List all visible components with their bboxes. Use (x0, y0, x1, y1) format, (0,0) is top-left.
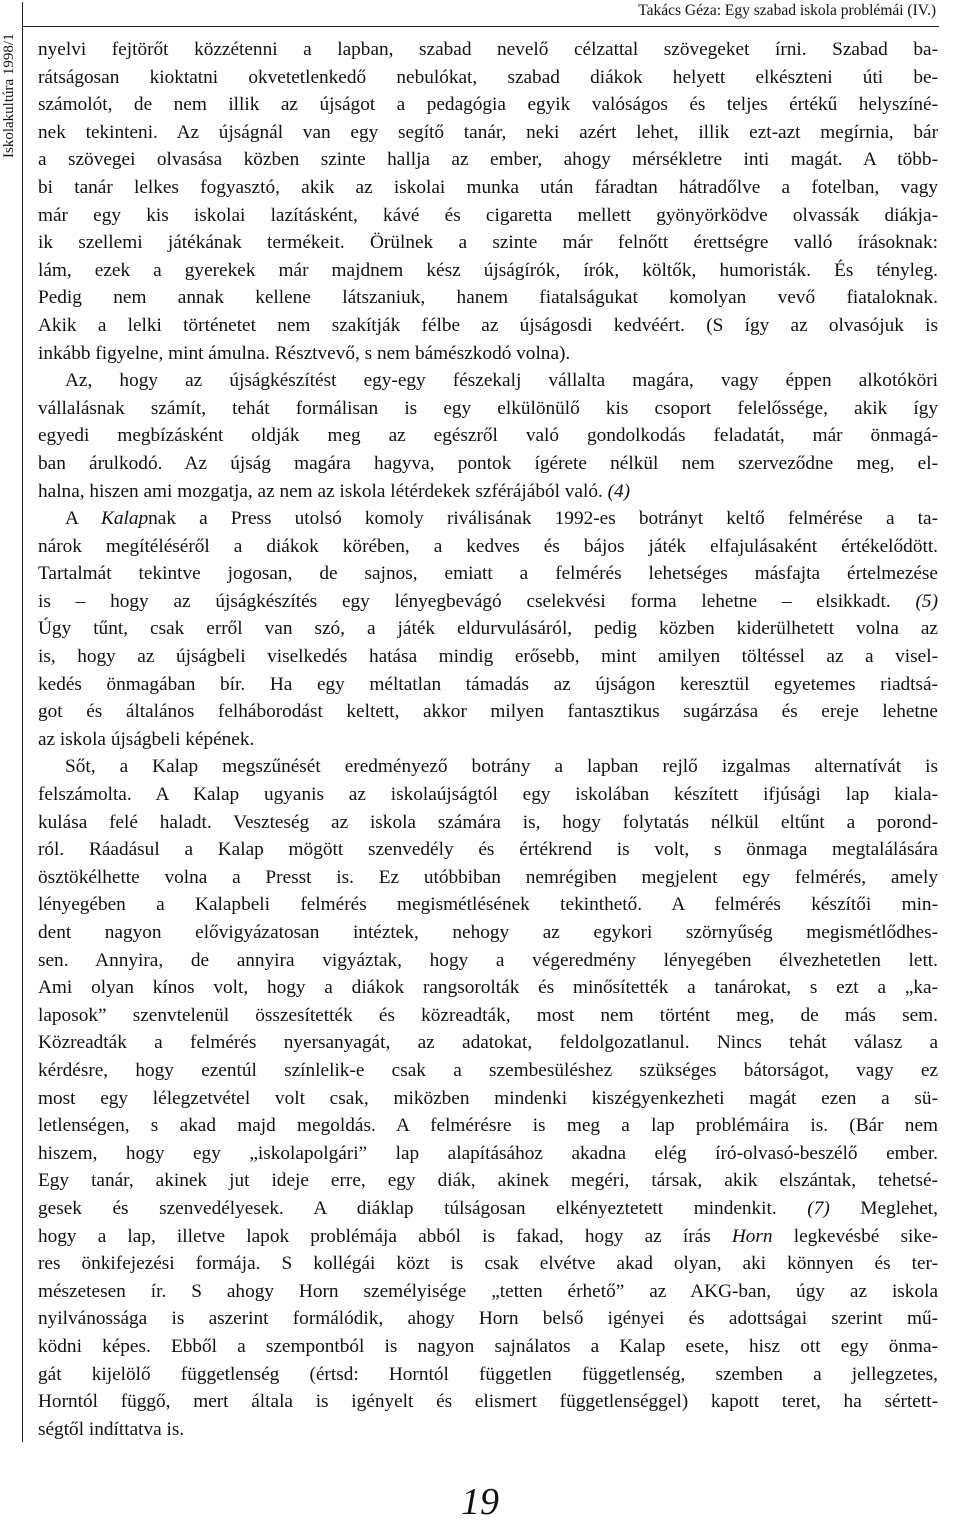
text-line: res önkifejezési formája. S kollégái közt is csak elvétve akad olyan, aki könnyen és ter- (38, 1253, 938, 1275)
article-body (38, 36, 938, 1443)
text-line: Pedig nem annak kellene látszaniuk, hanem fiatalságukat komolyan vevő fiataloknak. (38, 287, 938, 309)
journal-issue-label: Iskolakultúra 1998/1 (1, 33, 17, 158)
text-line: lényegében a Kalapbeli felmérés megismétlésének tekinthető. A felmérés készítői min- (38, 894, 938, 916)
text-line: is, hogy az újságbeli viselkedés hatása mindig erősebb, mint amilyen töltéssel az a visel- (38, 646, 938, 668)
text-line: rátságosan kioktatni okvetetlenkedő nebulókat, szabad diákok helyett elkészteni úti be- (38, 66, 938, 88)
text-line: Ami olyan kínos volt, hogy a diákok rangsorolták és minősítették a tanárokat, s ezt a „ka- (38, 977, 938, 999)
text-line: Úgy tűnt, csak erről van szó, a játék eldurvulásáról, pedig közben kiderülhetett volna az (38, 618, 938, 640)
text-line: Egy tanár, akinek jut ideje erre, egy diák, akinek megéri, társak, akik elszántak, tehetsé- (38, 1170, 938, 1192)
vertical-rule (22, 2, 23, 1442)
text-line: laposok” szenvtelenül összesítették és közreadták, most nem történt meg, de más sem. (38, 1004, 938, 1026)
text-line: got és általános felháborodást keltett, akkor milyen fantasztikus sugárzása és ereje lehetne (38, 701, 938, 723)
text-line: ködni képes. Ebből a szempontból is nagyon sajnálatos a Kalap esete, hisz ott egy önma- (38, 1335, 938, 1357)
page-number: 19 (461, 1481, 499, 1523)
text-line: az iskola újságbeli képének. (38, 728, 255, 750)
text-line: hiszem, hogy egy „iskolapolgári” lap alapításához akadna elég író-olvasó-beszélő ember. (38, 1142, 938, 1164)
text-line: mészetesen ír. S ahogy Horn személyisége „tetten érhető” az AKG-ban, úgy az iskola (38, 1280, 938, 1302)
text-line: Akik a lelki történetet nem szakítják félbe az újságosdi kedvéért. (S így az olvasójuk is (38, 314, 938, 336)
header-rule (22, 26, 939, 27)
text-line: nek tekinteni. Az újságnál van egy segítő tanár, neki azért lehet, illik ezt-azt megírnia, bár (38, 121, 938, 143)
text-line: is – hogy az újságkészítés egy lényegbevágó cselekvési forma lehetne – elsikkadt. (5) (38, 590, 938, 612)
text-line: kulása felé haladt. Veszteség az iskola számára is, hogy folytatás nélkül eltűnt a porond- (38, 811, 938, 833)
text-line: A Kalapnak a Press utolsó komoly riválisának 1992-es botrányt keltő felmérése a ta- (65, 508, 938, 530)
text-line: kérdésre, hogy ezentúl színlelik-e csak a szembesüléshez szükséges bátorságot, vagy ez (38, 1059, 938, 1081)
text-line: inkább figyelne, mint ámulna. Résztvevő, s nem bámészkodó volna). (38, 342, 571, 364)
text-line: ik szellemi játékának termékeit. Örülnek a szinte már felnőtt érettségre valló írásoknak: (38, 232, 938, 254)
text-line: ról. Ráadásul a Kalap mögött szenvedély és értékrend is volt, s önmaga megtalálására (38, 839, 938, 861)
text-line: hogy a lap, illetve lapok problémája abból is fakad, hogy az írás Horn legkevésbé sike- (38, 1225, 938, 1247)
text-line: most egy lélegzetvétel volt csak, miközben mindenki kiszégyenkezheti magát ezen a sü- (38, 1087, 938, 1109)
text-line: dent nagyon elővigyázatosan intéztek, nehogy az egykori szörnyűség megismétlődhes- (38, 922, 938, 943)
text-line: gát kijelölő függetlenség (értsd: Horntól független függetlenség, szemben a jellegzetes, (38, 1363, 938, 1385)
text-line: ban árulkodó. Az újság magára hagyva, pontok ígérete nélkül nem szerveződne meg, el- (38, 452, 938, 474)
text-line: felszámolta. A Kalap ugyanis az iskolaújságtól egy iskolában készített ifjúsági lap kiala- (38, 784, 938, 806)
text-line: egyedi megbízásként oldják meg az egészről való gondolkodás feladatát, már önmagá- (38, 425, 938, 447)
text-line: Tartalmát tekintve jogosan, de sajnos, emiatt a felmérés lehetséges másfajta értelmezése (38, 563, 938, 585)
text-line: Sőt, a Kalap megszűnését eredményező botrány a lapban rejlő izgalmas alternatívát is (65, 756, 938, 778)
text-line: nyelvi fejtörőt közzétenni a lapban, szabad nevelő célzattal szövegeket írni. Szabad ba- (38, 39, 938, 60)
text-line: lám, ezek a gyerekek már majdnem kész újságírók, írók, költők, humoristák. És tényleg. (38, 259, 938, 281)
text-line: Az, hogy az újságkészítést egy-egy fészekalj vállalta magára, vagy éppen alkotóköri (65, 370, 938, 392)
text-line: számolót, de nem illik az újságot a pedagógia egyik valóságos és teljes értékű helyszíné- (38, 94, 938, 116)
text-line: nyilvánossága is aszerint formálódik, ahogy Horn belső igényei és adottságai szerint mű- (38, 1308, 938, 1330)
text-line: kedés önmagában bír. Ha egy méltatlan támadás az újságon keresztül egyetemes riadtsá- (38, 673, 938, 695)
text-line: sen. Annyira, de annyira vigyáztak, hogy a végeredmény lényegében élvezhetetlen lett. (38, 949, 938, 971)
running-header: Takács Géza: Egy szabad iskola problémái (IV.) (638, 2, 936, 19)
text-line: Közreadták a felmérés nyersanyagát, az adatokat, feldolgozatlanul. Nincs tehát válasz a (38, 1032, 938, 1054)
text-line: Horntól függő, mert általa is igényelt és elismert függetlenséggel) kapott teret, ha sértett- (38, 1391, 938, 1413)
text-line: halna, hiszen ami mozgatja, az nem az iskola létérdekek szférájából való. (4) (38, 480, 631, 502)
text-line: már egy kis iskolai lazításként, kávé és cigaretta mellett gyönyörködve olvassák diákja- (38, 204, 938, 226)
text-line: gesek és szenvedélyesek. A diáklap túlságosan elkényeztetett mindenkit. (7) Meglehet, (38, 1197, 938, 1219)
text-line: bi tanár lelkes fogyasztó, akik az iskolai munka után fáradtan hátradőlve a fotelban, vagy (38, 176, 938, 198)
text-line: letlenségen, s akad majd megoldás. A felmérésre is meg a lap problémáira is. (Bár nem (38, 1115, 938, 1137)
text-line: ségtől indíttatva is. (38, 1418, 185, 1440)
text-line: vállalásnak számít, tehát formálisan is egy elkülönülő kis csoport felelőssége, akik így (38, 397, 938, 419)
text-line: a szövegei olvasása közben szinte hallja az ember, ahogy mérsékletre inti magát. A több- (38, 149, 938, 171)
text-line: nárok megítéléséről a diákok körében, a kedves és bájos játék elfajulásaként értékelődött. (38, 535, 938, 557)
text-line: ösztökélhette volna a Presst is. Ez utóbbiban nemrégiben megjelent egy felmérés, amely (38, 866, 938, 888)
